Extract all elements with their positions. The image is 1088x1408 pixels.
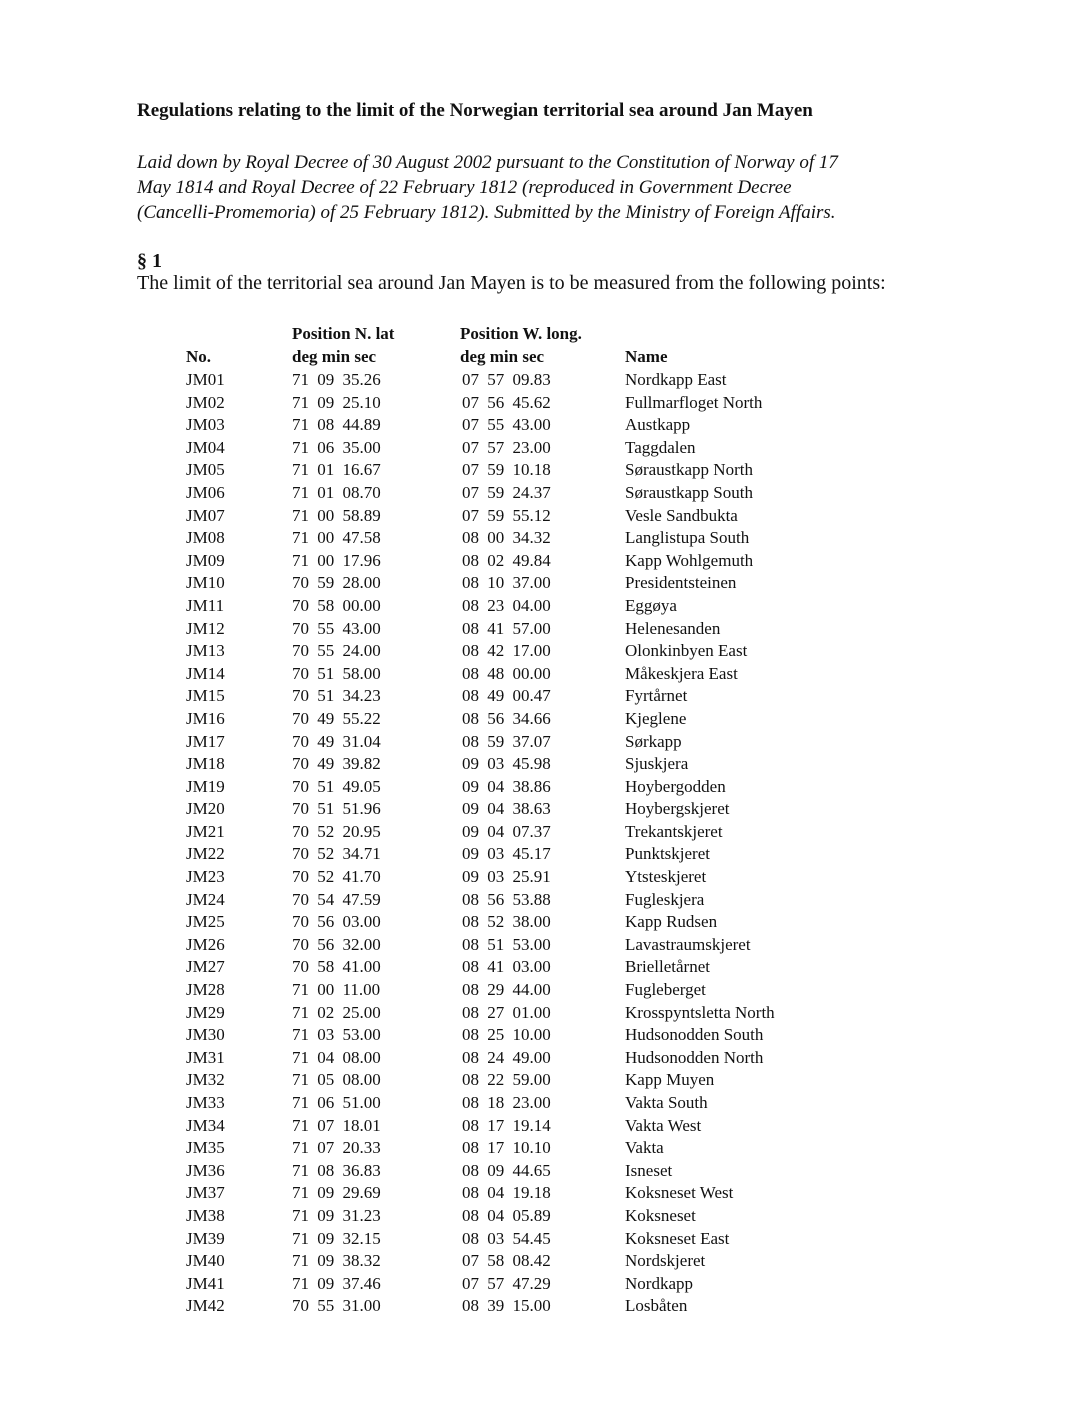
longitude-cell: 09 03 25.91: [462, 867, 551, 887]
longitude-cell: 08 10 37.00: [462, 573, 551, 593]
point-name: Kapp Muyen: [625, 1070, 715, 1090]
point-name: Trekantskjeret: [625, 821, 723, 841]
table-row: [186, 1160, 886, 1183]
header-no: No.: [186, 347, 212, 366]
latitude-cell: 71 07 18.01: [292, 1115, 381, 1135]
subtitle-line: May 1814 and Royal Decree of 22 February 1812 (reproduced in Government Decree: [137, 177, 792, 198]
subtitle-line: Laid down by Royal Decree of 30 August 2002 pursuant to the Constitution of Norway of 17: [137, 152, 838, 173]
latitude-cell: 71 09 25.10: [292, 392, 381, 412]
point-number: JM04: [186, 437, 225, 457]
point-name: Koksneset East: [625, 1228, 730, 1248]
latitude-cell: 70 49 39.82: [292, 754, 381, 774]
latitude-cell: 71 02 25.00: [292, 1002, 381, 1022]
longitude-cell: 08 51 53.00: [462, 934, 551, 954]
longitude-cell: 07 59 55.12: [462, 505, 551, 525]
point-name: Taggdalen: [625, 437, 696, 457]
point-number: JM29: [186, 1002, 225, 1022]
longitude-cell: 09 03 45.98: [462, 754, 551, 774]
table-row: [186, 798, 886, 821]
point-number: JM19: [186, 776, 225, 796]
table-row: [186, 550, 886, 573]
longitude-cell: 09 03 45.17: [462, 844, 551, 864]
latitude-cell: 70 51 51.96: [292, 799, 381, 819]
table-row: [186, 1205, 886, 1228]
point-number: JM01: [186, 370, 225, 389]
table-row: [186, 979, 886, 1002]
point-number: JM36: [186, 1160, 225, 1180]
longitude-cell: 07 55 43.00: [462, 415, 551, 435]
longitude-cell: 08 04 19.18: [462, 1183, 551, 1203]
latitude-cell: 70 58 41.00: [292, 957, 381, 977]
table-row: [186, 1002, 886, 1025]
point-name: Punktskjeret: [625, 844, 710, 864]
table-row: [186, 1273, 886, 1296]
table-row: [186, 414, 886, 437]
point-name: Søraustkapp South: [625, 482, 753, 502]
point-name: Isneset: [625, 1160, 673, 1180]
longitude-cell: 08 18 23.00: [462, 1093, 551, 1112]
header-lat-position: Position N. lat: [292, 324, 395, 343]
table-row: [186, 595, 886, 618]
point-number: JM34: [186, 1115, 225, 1135]
longitude-cell: 08 22 59.00: [462, 1070, 551, 1090]
point-number: JM13: [186, 641, 225, 661]
latitude-cell: 71 00 58.89: [292, 505, 381, 525]
point-number: JM16: [186, 708, 225, 728]
latitude-cell: 70 56 03.00: [292, 912, 381, 932]
longitude-cell: 07 57 09.83: [462, 370, 551, 389]
point-name: Nordkapp East: [625, 370, 727, 389]
point-name: Lavastraumskjeret: [625, 934, 751, 954]
latitude-cell: 71 01 16.67: [292, 460, 381, 480]
point-name: Vesle Sandbukta: [625, 505, 738, 525]
longitude-cell: 08 25 10.00: [462, 1025, 551, 1045]
table-row: [186, 663, 886, 686]
point-name: Helenesanden: [625, 618, 721, 638]
table-row: [186, 392, 886, 415]
point-number: JM21: [186, 821, 225, 841]
table-row: [186, 437, 886, 460]
latitude-cell: 70 58 00.00: [292, 595, 381, 615]
longitude-cell: 08 41 57.00: [462, 618, 551, 638]
point-name: Kapp Wohlgemuth: [625, 550, 754, 570]
point-number: JM05: [186, 460, 225, 480]
point-number: JM09: [186, 550, 225, 570]
point-number: JM27: [186, 957, 225, 977]
table-row: [186, 369, 886, 392]
latitude-cell: 71 09 38.32: [292, 1251, 381, 1271]
latitude-cell: 70 54 47.59: [292, 889, 381, 909]
point-name: Fugleberget: [625, 980, 706, 1000]
longitude-cell: 08 39 15.00: [462, 1296, 551, 1316]
latitude-cell: 70 49 31.04: [292, 731, 381, 751]
table-row: [186, 459, 886, 482]
table-row: [186, 821, 886, 844]
point-number: JM18: [186, 754, 225, 774]
point-number: JM40: [186, 1251, 225, 1271]
table-body: [186, 369, 886, 1318]
header-lon-units: deg min sec: [460, 347, 545, 366]
longitude-cell: 08 59 37.07: [462, 731, 551, 751]
latitude-cell: 70 55 43.00: [292, 618, 381, 638]
point-name: Austkapp: [625, 415, 691, 435]
latitude-cell: 70 52 34.71: [292, 844, 381, 864]
table-row: [186, 889, 886, 912]
point-number: JM42: [186, 1296, 225, 1316]
table-row: [186, 527, 886, 550]
latitude-cell: 71 00 17.96: [292, 550, 381, 570]
table-row: [186, 572, 886, 595]
point-name: Hudsonodden South: [625, 1025, 764, 1045]
point-number: JM37: [186, 1183, 225, 1203]
point-number: JM23: [186, 867, 225, 887]
point-name: Koksneset West: [625, 1183, 734, 1203]
longitude-cell: 09 04 38.63: [462, 799, 551, 819]
point-name: Nordskjeret: [625, 1251, 706, 1271]
table-row: [186, 1069, 886, 1092]
point-name: Fyrtårnet: [625, 686, 688, 706]
latitude-cell: 71 09 35.26: [292, 370, 381, 389]
latitude-cell: 70 49 55.22: [292, 708, 381, 728]
point-name: Hoybergskjeret: [625, 799, 730, 819]
latitude-cell: 70 59 28.00: [292, 573, 381, 593]
latitude-cell: 71 03 53.00: [292, 1025, 381, 1045]
point-number: JM14: [186, 663, 225, 683]
longitude-cell: 07 59 24.37: [462, 482, 551, 502]
table-row: [186, 1047, 886, 1070]
point-number: JM28: [186, 980, 225, 1000]
point-name: Hoybergodden: [625, 776, 726, 796]
longitude-cell: 08 09 44.65: [462, 1160, 551, 1180]
point-name: Vakta South: [625, 1093, 708, 1112]
point-number: JM41: [186, 1273, 225, 1293]
point-number: JM11: [186, 595, 225, 615]
point-name: Fugleskjera: [625, 889, 705, 909]
table-row: [186, 708, 886, 731]
point-name: Eggøya: [625, 595, 677, 615]
longitude-cell: 08 24 49.00: [462, 1047, 551, 1067]
point-number: JM30: [186, 1025, 225, 1045]
point-number: JM12: [186, 618, 225, 638]
latitude-cell: 71 09 29.69: [292, 1183, 381, 1203]
table-row: [186, 753, 886, 776]
point-number: JM02: [186, 392, 225, 412]
point-number: JM32: [186, 1070, 225, 1090]
points-table: [186, 323, 886, 1318]
subtitle-line: (Cancelli-Promemoria) of 25 February 1812). Submitted by the Ministry of Foreign Affairs.: [137, 202, 836, 223]
longitude-cell: 07 57 23.00: [462, 437, 551, 457]
latitude-cell: 70 55 24.00: [292, 641, 381, 661]
longitude-cell: 08 17 19.14: [462, 1115, 551, 1135]
longitude-cell: 08 00 34.32: [462, 528, 551, 548]
latitude-cell: 71 08 36.83: [292, 1160, 381, 1180]
table-row: [186, 618, 886, 641]
point-name: Sørkapp: [625, 731, 682, 751]
latitude-cell: 70 52 41.70: [292, 867, 381, 887]
point-number: JM17: [186, 731, 225, 751]
longitude-cell: 08 56 53.88: [462, 889, 551, 909]
longitude-cell: 09 04 38.86: [462, 776, 551, 796]
point-number: JM39: [186, 1228, 225, 1248]
table-header-top: [186, 323, 886, 346]
longitude-cell: 08 04 05.89: [462, 1205, 551, 1225]
longitude-cell: 08 23 04.00: [462, 595, 551, 615]
latitude-cell: 71 09 32.15: [292, 1228, 381, 1248]
table-row: [186, 1228, 886, 1251]
table-row: [186, 1092, 886, 1115]
point-name: Fullmarfloget North: [625, 392, 763, 412]
table-row: [186, 482, 886, 505]
table-row: [186, 1182, 886, 1205]
point-number: JM24: [186, 889, 225, 909]
point-name: Søraustkapp North: [625, 460, 753, 480]
table-row: [186, 505, 886, 528]
point-number: JM07: [186, 505, 225, 525]
latitude-cell: 71 08 44.89: [292, 415, 381, 435]
longitude-cell: 08 17 10.10: [462, 1138, 551, 1158]
table-row: [186, 1024, 886, 1047]
point-name: Kapp Rudsen: [625, 912, 718, 932]
table-row: [186, 640, 886, 663]
longitude-cell: 07 56 45.62: [462, 392, 551, 412]
point-name: Ytsteskjeret: [625, 867, 707, 887]
latitude-cell: 71 06 51.00: [292, 1093, 381, 1112]
point-number: JM15: [186, 686, 225, 706]
point-number: JM25: [186, 912, 225, 932]
latitude-cell: 71 09 31.23: [292, 1205, 381, 1225]
point-name: Krosspyntsletta North: [625, 1002, 775, 1022]
longitude-cell: 08 27 01.00: [462, 1002, 551, 1022]
longitude-cell: 08 49 00.47: [462, 686, 551, 706]
longitude-cell: 08 48 00.00: [462, 663, 551, 683]
section-mark: § 1: [137, 250, 162, 272]
longitude-cell: 07 58 08.42: [462, 1251, 551, 1271]
point-number: JM33: [186, 1093, 225, 1112]
point-name: Sjuskjera: [625, 754, 689, 774]
latitude-cell: 71 05 08.00: [292, 1070, 381, 1090]
latitude-cell: 71 01 08.70: [292, 482, 381, 502]
table-row: [186, 934, 886, 957]
longitude-cell: 08 52 38.00: [462, 912, 551, 932]
table-row: [186, 1250, 886, 1273]
latitude-cell: 71 09 37.46: [292, 1273, 381, 1293]
longitude-cell: 09 04 07.37: [462, 821, 551, 841]
latitude-cell: 70 52 20.95: [292, 821, 381, 841]
point-number: JM26: [186, 934, 225, 954]
table-row: [186, 956, 886, 979]
point-name: Losbåten: [625, 1296, 688, 1316]
point-name: Nordkapp: [625, 1273, 693, 1293]
document-subtitle: [137, 150, 937, 225]
latitude-cell: 71 00 11.00: [292, 980, 381, 1000]
point-number: JM08: [186, 528, 225, 548]
header-name: Name: [625, 347, 668, 366]
table-header-bottom: [186, 346, 886, 369]
longitude-cell: 08 29 44.00: [462, 980, 551, 1000]
longitude-cell: 08 03 54.45: [462, 1228, 551, 1248]
header-lat-units: deg min sec: [292, 347, 377, 366]
point-name: Måkeskjera East: [625, 663, 738, 683]
table-row: [186, 1137, 886, 1160]
latitude-cell: 70 51 58.00: [292, 663, 381, 683]
point-name: Vakta West: [625, 1115, 702, 1135]
point-name: Vakta: [625, 1138, 664, 1158]
longitude-cell: 07 59 10.18: [462, 460, 551, 480]
point-name: Olonkinbyen East: [625, 641, 748, 661]
latitude-cell: 71 06 35.00: [292, 437, 381, 457]
point-number: JM35: [186, 1138, 225, 1158]
table-row: [186, 731, 886, 754]
longitude-cell: 08 02 49.84: [462, 550, 551, 570]
latitude-cell: 70 51 34.23: [292, 686, 381, 706]
point-name: Brielletårnet: [625, 957, 710, 977]
point-name: Kjeglene: [625, 708, 687, 728]
longitude-cell: 08 42 17.00: [462, 641, 551, 661]
longitude-cell: 08 56 34.66: [462, 708, 551, 728]
point-number: JM22: [186, 844, 225, 864]
section-text: The limit of the territorial sea around Jan Mayen is to be measured from the following points:: [137, 272, 886, 294]
point-number: JM38: [186, 1205, 225, 1225]
table-row: [186, 911, 886, 934]
header-lon-position: Position W. long.: [460, 324, 582, 343]
point-name: Presidentsteinen: [625, 573, 737, 593]
table-row: [186, 866, 886, 889]
latitude-cell: 70 55 31.00: [292, 1296, 381, 1316]
latitude-cell: 71 07 20.33: [292, 1138, 381, 1158]
latitude-cell: 71 04 08.00: [292, 1047, 381, 1067]
latitude-cell: 71 00 47.58: [292, 528, 381, 548]
longitude-cell: 08 41 03.00: [462, 957, 551, 977]
point-number: JM10: [186, 573, 225, 593]
latitude-cell: 70 51 49.05: [292, 776, 381, 796]
table-row: [186, 843, 886, 866]
document-title: Regulations relating to the limit of the Norwegian territorial sea around Jan Mayen: [137, 100, 813, 121]
point-name: Hudsonodden North: [625, 1047, 764, 1067]
point-name: Koksneset: [625, 1205, 696, 1225]
table-row: [186, 1295, 886, 1318]
point-number: JM03: [186, 415, 225, 435]
longitude-cell: 07 57 47.29: [462, 1273, 551, 1293]
latitude-cell: 70 56 32.00: [292, 934, 381, 954]
table-row: [186, 1115, 886, 1138]
table-row: [186, 685, 886, 708]
table-row: [186, 776, 886, 799]
point-number: JM20: [186, 799, 225, 819]
point-number: JM31: [186, 1047, 225, 1067]
point-name: Langlistupa South: [625, 528, 750, 548]
point-number: JM06: [186, 482, 225, 502]
